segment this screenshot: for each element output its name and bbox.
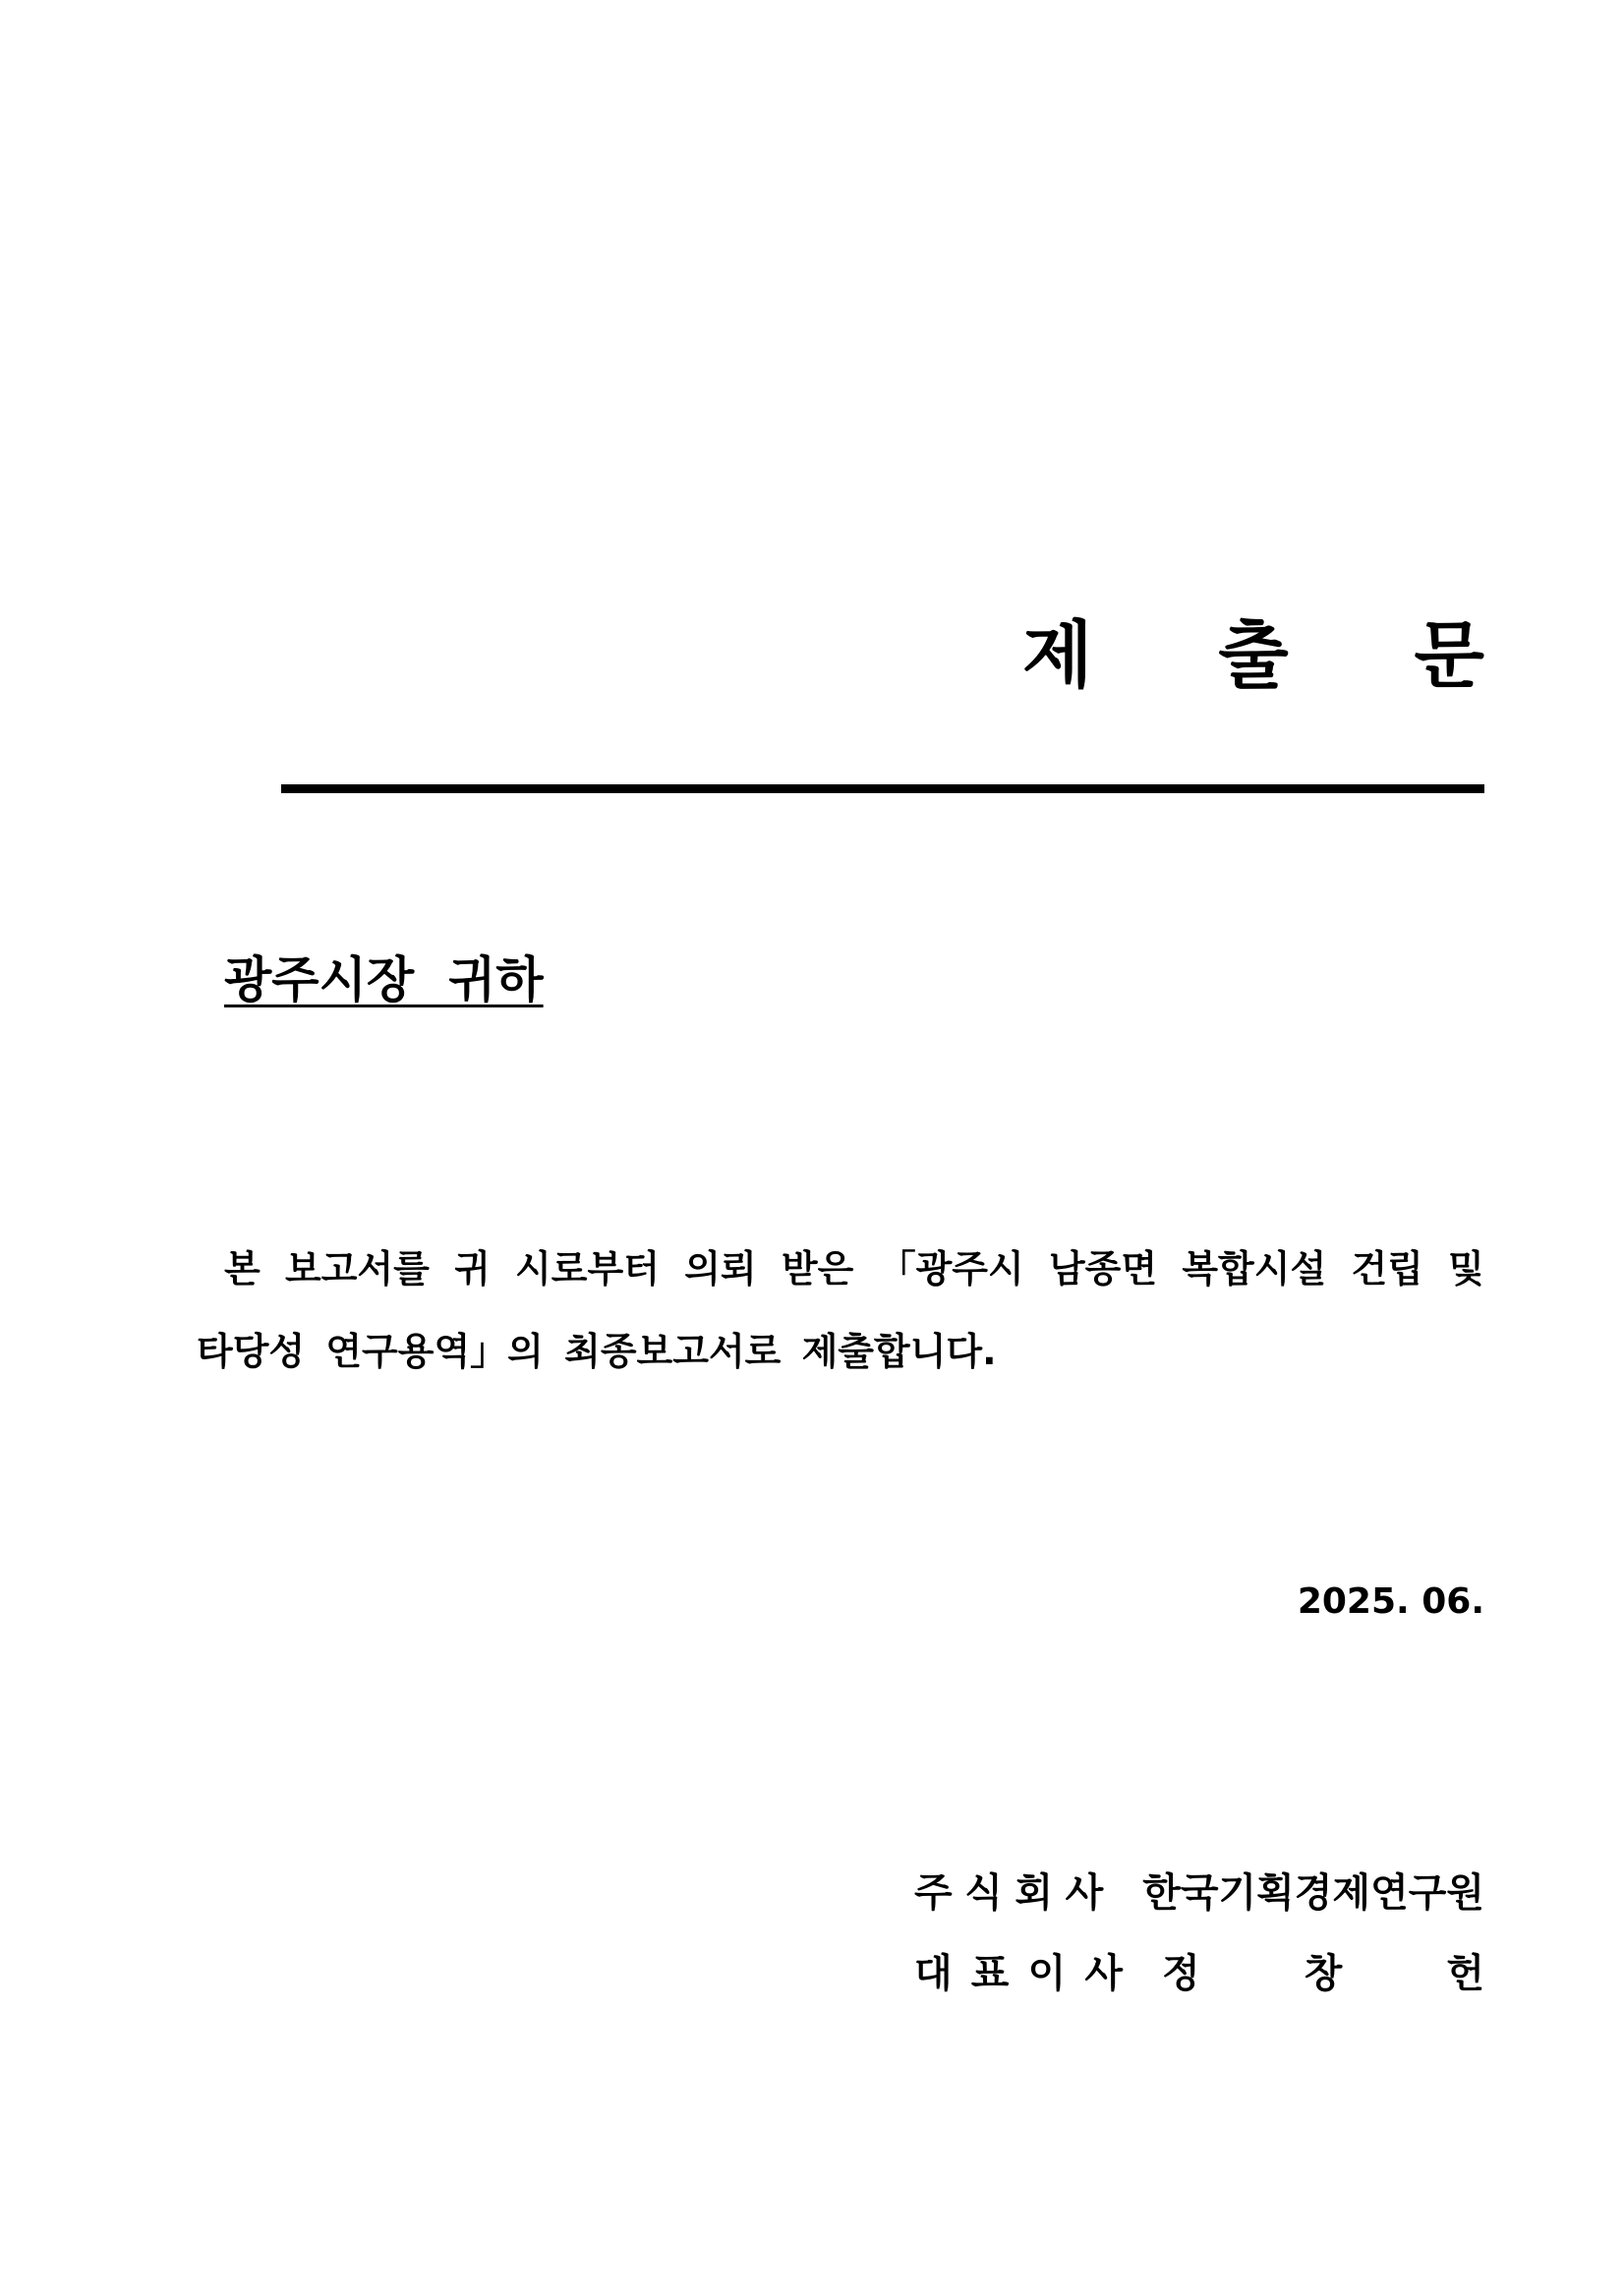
ceo-label-char: 이: [1027, 1951, 1067, 1996]
body-word: 「광주시: [878, 1247, 1024, 1291]
company-signature-row: [914, 1870, 1484, 1916]
body-word: 귀: [454, 1247, 491, 1291]
submission-date: 2025. 06.: [1297, 1581, 1484, 1622]
title-char: 제: [1022, 613, 1093, 698]
company-label-char: 주: [914, 1870, 953, 1916]
body-word: 보고서를: [284, 1247, 430, 1291]
body-word: 복합시설: [1182, 1247, 1327, 1291]
company-label-char: 식: [964, 1870, 1003, 1916]
ceo-signature-row: [914, 1951, 1484, 1996]
ceo-label-char: 표: [970, 1951, 1010, 1996]
title-char: 출: [1218, 613, 1289, 698]
body-text-line-2: 타당성 연구용역」의 최종보고서로 제출합니다.: [197, 1330, 997, 1373]
body-word: 남종면: [1048, 1247, 1158, 1291]
ceo-name-char: 정: [1162, 1951, 1200, 1996]
addressee: 광주시장 귀하: [224, 951, 544, 1008]
ceo-label: [914, 1951, 1123, 1996]
ceo-label-char: 사: [1084, 1951, 1123, 1996]
ceo-name-char: 창: [1304, 1951, 1343, 1996]
body-text-line-1: [224, 1247, 1484, 1291]
body-word: 건립: [1351, 1247, 1423, 1291]
body-word: 시로부터: [515, 1247, 660, 1291]
body-word: 및: [1448, 1247, 1484, 1291]
company-label-char: 사: [1065, 1870, 1104, 1916]
ceo-name: [1162, 1951, 1484, 1996]
body-word: 받은: [781, 1247, 854, 1291]
ceo-label-char: 대: [914, 1951, 953, 1996]
company-label: [914, 1870, 1104, 1916]
body-word: 의뢰: [684, 1247, 757, 1291]
title-char: 문: [1414, 613, 1484, 698]
ceo-name-char: 헌: [1446, 1951, 1484, 1996]
body-word: 본: [224, 1247, 261, 1291]
company-label-char: 회: [1015, 1870, 1054, 1916]
company-name: 한국기획경제연구원: [1142, 1870, 1484, 1916]
document-title: [1022, 613, 1484, 698]
title-divider: [281, 784, 1484, 793]
